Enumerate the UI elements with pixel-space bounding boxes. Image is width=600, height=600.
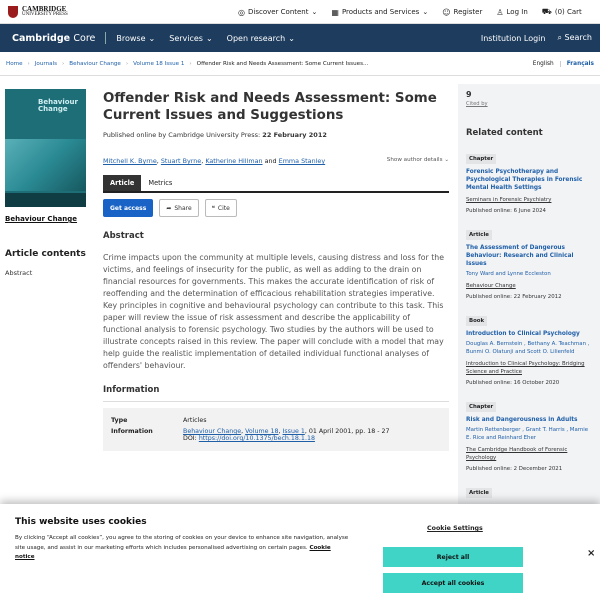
breadcrumb-issue[interactable]: Volume 18 Issue 1 <box>133 60 185 67</box>
chevron-down-icon: ⌄ <box>444 157 449 163</box>
information-table <box>103 408 449 451</box>
author-list: Mitchell K. Byrne, Stuart Byrne, Katherine Hillman and Emma Stanley Show author details ⌄ <box>103 157 449 165</box>
related-source-link[interactable]: Behaviour Change <box>466 283 516 289</box>
cover-title: Behaviour Change <box>38 98 78 113</box>
related-authors[interactable]: Martin Rettenberger , Grant T. Harris , Marnie E. Rice and Reinhard Eher <box>466 427 589 441</box>
info-journal-link[interactable]: Behaviour Change <box>183 428 242 435</box>
cup-logo[interactable] <box>8 6 68 18</box>
doi-prefix: DOI: <box>183 435 197 442</box>
compass-icon: ◎ <box>238 7 245 17</box>
show-details-label: Show author details <box>386 157 443 163</box>
chevron-down-icon: ⌄ <box>422 8 429 16</box>
cover-art <box>5 139 86 191</box>
related-item <box>466 221 592 300</box>
right-sidebar <box>458 84 600 504</box>
breadcrumb <box>0 52 600 76</box>
cite-label: Cite <box>217 204 230 212</box>
top-utility-bar <box>0 0 600 24</box>
search-button[interactable] <box>557 33 592 43</box>
user-icon: ♙ <box>496 7 504 17</box>
lang-english[interactable]: English <box>532 60 554 67</box>
cookie-notice-link[interactable]: Cookie notice <box>15 544 331 560</box>
info-issue-link[interactable]: Issue 1 <box>282 428 305 435</box>
content-type-badge: Article <box>466 488 492 498</box>
author-link[interactable]: Mitchell K. Byrne <box>103 157 157 165</box>
breadcrumb-separator: › <box>27 60 30 67</box>
journal-link[interactable]: Behaviour Change <box>5 215 78 223</box>
cover-footer <box>5 193 86 207</box>
related-date: Published online: 22 February 2012 <box>466 294 562 300</box>
author-link[interactable]: Stuart Byrne <box>160 157 202 165</box>
cookie-settings-link[interactable]: Cookie Settings <box>427 525 483 532</box>
quote-icon: ❝ <box>211 204 215 212</box>
related-item <box>466 145 592 214</box>
login-label: Log In <box>506 8 528 16</box>
breadcrumb-separator: › <box>62 60 65 67</box>
related-authors[interactable]: Tony Ward and Lynne Eccleston <box>466 271 551 277</box>
published-date: 22 February 2012 <box>262 131 327 139</box>
crest-icon <box>8 6 18 18</box>
cart-link[interactable] <box>542 7 582 17</box>
abstract-heading: Abstract <box>103 231 144 241</box>
cited-by-label[interactable]: Cited by <box>466 101 488 107</box>
article-tabs <box>103 175 449 193</box>
cart-icon: ⛟ <box>541 7 552 16</box>
login-link[interactable] <box>496 8 527 17</box>
breadcrumb-current: Offender Risk and Needs Assessment: Some Current Issues... <box>196 60 369 67</box>
info-key: Type <box>111 417 128 424</box>
author-link[interactable]: Emma Stanley <box>278 157 326 165</box>
share-button[interactable] <box>159 199 198 217</box>
cambridge-core-brand[interactable] <box>12 33 95 44</box>
cite-button[interactable] <box>205 199 237 217</box>
chevron-down-icon: ⌄ <box>148 33 156 43</box>
article-actions <box>103 199 449 217</box>
breadcrumb-home[interactable]: Home <box>6 60 23 67</box>
info-row-information <box>111 428 441 442</box>
journal-cover[interactable] <box>5 89 86 207</box>
related-item <box>466 393 592 472</box>
info-row-type <box>111 417 441 424</box>
breadcrumb-journal[interactable]: Behaviour Change <box>69 60 121 67</box>
register-label: Register <box>453 8 483 16</box>
share-label: Share <box>174 204 192 212</box>
doi-link[interactable]: https://doi.org/10.1375/bech.18.1.18 <box>198 435 315 442</box>
related-authors[interactable]: Douglas A. Bernstein , Bethany A. Teachman , Bunmi O. Olatunji and Scott O. Lilienfeld <box>466 341 590 355</box>
article-contents-title: Article contents <box>5 249 86 259</box>
information-heading: Information <box>103 385 449 402</box>
content-type-badge: Chapter <box>466 402 496 412</box>
brand-light: Core <box>73 32 96 44</box>
related-source-link[interactable]: The Cambridge Handbook of Forensic Psychology <box>466 447 568 461</box>
reject-all-button[interactable]: Reject all <box>383 547 523 567</box>
tab-article[interactable]: Article <box>103 175 141 191</box>
brand-bold: Cambridge <box>12 32 71 44</box>
products-label: Products and Services <box>341 8 420 16</box>
cookie-banner <box>0 504 600 600</box>
nav-services-label: Services <box>169 33 203 43</box>
cart-label: (0) Cart <box>554 8 582 16</box>
breadcrumb-separator: › <box>189 60 192 67</box>
related-title-link[interactable]: Risk and Dangerousness in Adults <box>466 417 578 423</box>
main-nav-bar <box>0 24 600 52</box>
article-main <box>103 90 449 451</box>
related-date: Published online: 2 December 2021 <box>466 466 563 472</box>
related-source-link[interactable]: Introduction to Clinical Psychology: Bridging Science and Practice <box>466 361 585 375</box>
related-source-link[interactable]: Seminars in Forensic Psychiatry <box>466 197 552 203</box>
content-type-badge: Chapter <box>466 154 496 164</box>
tab-metrics[interactable]: Metrics <box>148 179 173 187</box>
institution-login-link[interactable]: Institution Login <box>480 33 546 43</box>
cookie-text <box>15 534 351 563</box>
left-sidebar <box>5 89 90 277</box>
published-info <box>103 131 449 139</box>
nav-services[interactable] <box>169 34 212 43</box>
related-item <box>466 307 592 386</box>
abstract-text: Crime impacts upon the community at multiple levels, causing distress and loss for the victims, and feelings of insecurity for the public, as well as adding to the drain on financial resources for governments. This makes the accurate identification of risk of reoffending and the determination of efficacious rehabilitation strategies imperative. Key principles in cognitive and behavioural psychology can contribute to this task. This paper will review the issue of risk assessment and describe the applicability of functional analysis to forensic psychology. Two studies by the authors will be used to illustrate concepts raised in this review. The paper will conclude with a model that may help guide the realistic implementation of detailed individual functional analyses of offenders' behaviour. <box>103 253 445 370</box>
related-title-link[interactable]: The Assessment of Dangerous Behaviour: Research and Clinical Issues <box>466 245 574 267</box>
contents-abstract-link[interactable]: Abstract <box>5 269 33 277</box>
cookie-title: This website uses cookies <box>15 517 147 527</box>
breadcrumb-separator: › <box>125 60 129 67</box>
related-content-heading: Related content <box>466 128 543 138</box>
discover-label: Discover Content <box>247 8 309 16</box>
cookie-body: By clicking “Accept all cookies”, you agree to the storing of cookies on your device to enhance site navigation, analyse site usage, and assist in our marketing efforts which includes personalised advertising on certain pages. <box>15 535 349 551</box>
cited-by-count[interactable]: 9 <box>466 90 472 99</box>
author-link[interactable]: Katherine Hillman <box>205 157 263 165</box>
show-author-details[interactable] <box>387 157 449 163</box>
related-date: Published online: 6 June 2024 <box>466 208 546 214</box>
article-title: Offender Risk and Needs Assessment: Some Current Issues and Suggestions <box>103 91 437 123</box>
products-services-menu[interactable] <box>331 8 428 17</box>
content-type-badge: Article <box>466 230 492 240</box>
related-date: Published online: 16 October 2020 <box>466 380 560 386</box>
get-access-button[interactable]: Get access <box>103 199 153 217</box>
info-key: Information <box>111 428 153 435</box>
and-text: and <box>264 157 277 165</box>
search-label: Search <box>564 33 592 42</box>
info-value: Articles <box>183 417 207 424</box>
related-title-link[interactable]: Introduction to Clinical Psychology <box>466 331 580 337</box>
nav-browse[interactable] <box>116 34 155 43</box>
nav-open-research[interactable] <box>227 34 295 43</box>
lang-french[interactable]: Français <box>560 61 594 67</box>
info-rest: , 01 April 2001, pp. 18 - 27 <box>304 428 390 435</box>
chevron-down-icon: ⌄ <box>288 33 295 43</box>
discover-content-menu[interactable] <box>238 8 317 17</box>
nav-open-research-label: Open research <box>226 33 286 43</box>
chevron-down-icon: ⌄ <box>311 8 318 16</box>
breadcrumb-journals[interactable]: Journals <box>34 60 58 67</box>
accept-all-cookies-button[interactable]: Accept all cookies <box>383 573 523 593</box>
register-link[interactable] <box>442 8 482 17</box>
search-icon: ⌕ <box>557 33 562 42</box>
nav-browse-label: Browse <box>116 33 146 43</box>
divider <box>105 32 106 44</box>
logo-line1: CAMBRIDGE <box>22 4 67 13</box>
share-icon: ➦ <box>166 204 172 212</box>
info-value: Behaviour Change, Volume 18, Issue 1, 01 April 2001, pp. 18 - 27 DOI: https://doi.org/10.1375/bech.18.1.18 <box>183 428 390 442</box>
content-type-badge: Book <box>466 316 487 326</box>
info-volume-link[interactable]: Volume 18 <box>245 428 279 435</box>
related-item <box>466 479 592 498</box>
chevron-down-icon: ⌄ <box>205 33 213 43</box>
published-prefix: Published online by Cambridge University Press: <box>103 131 261 139</box>
close-icon[interactable]: × <box>587 548 596 559</box>
related-title-link[interactable]: Forensic Psychotherapy and Psychological Therapies in Forensic Mental Health Settings <box>466 169 583 191</box>
logo-line2: UNIVERSITY PRESS <box>22 11 68 17</box>
grid-icon: ▦ <box>331 7 339 17</box>
user-plus-icon: ☺ <box>442 7 451 17</box>
